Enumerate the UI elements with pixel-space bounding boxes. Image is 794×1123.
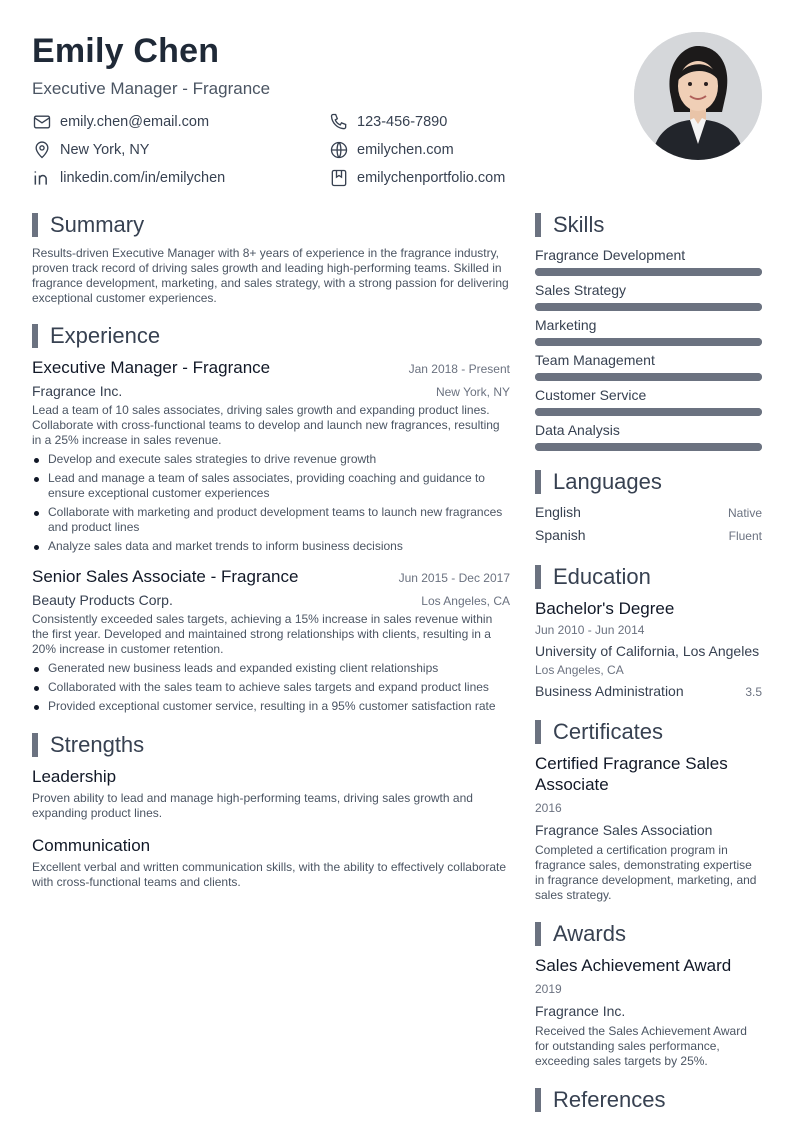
skill-level-bar xyxy=(535,443,762,451)
certificate-year: 2016 xyxy=(535,801,562,815)
job-description: Lead a team of 10 sales associates, driving sales growth and expanding product lines. Collaborate with cross-functional teams to develop and launch new fragrances, resulting in a 25% increase in sales revenue. xyxy=(32,403,500,447)
strength-name: Leadership xyxy=(32,767,117,786)
job-title: Executive Manager - Fragrance xyxy=(32,358,271,377)
list-item: Collaborated with the sales team to achieve sales targets and expand product lines xyxy=(32,680,510,695)
language-item xyxy=(535,503,762,521)
language-item xyxy=(535,526,762,544)
skill-level-fill xyxy=(535,303,762,311)
certificate-name: Certified Fragrance Sales Associate xyxy=(535,754,728,794)
skill-name: Customer Service xyxy=(535,387,647,403)
skill-level-bar xyxy=(535,268,762,276)
summary-text: Results-driven Executive Manager with 8+ years of experience in the fragrance industry, proven track record of driving sales growth and leading high-performing teams. Skilled in fragrance development, marketing, and sales strategy, with a strong passion for delivering exceptional customer experiences. xyxy=(32,246,509,305)
experience-heading xyxy=(32,323,510,349)
summary-heading xyxy=(32,212,510,238)
strength-text: Proven ability to lead and manage high-performing teams, driving sales growth and expanding product lines. xyxy=(32,791,473,820)
skills-list xyxy=(535,246,762,451)
section-bar xyxy=(32,733,38,757)
contact-location xyxy=(32,140,149,160)
right-column xyxy=(535,212,762,1121)
linkedin-icon xyxy=(32,168,52,188)
linkedin-text: linkedin.com/in/emilychen xyxy=(60,170,226,186)
job-location: New York, NY xyxy=(435,385,510,399)
skill-level-fill xyxy=(535,268,762,276)
summary-title: Summary xyxy=(50,212,145,237)
strength-text: Excellent verbal and written communication skills, with the ability to effectively collaborate with cross-functional teams and clients. xyxy=(32,860,506,889)
certificates-heading xyxy=(535,719,762,745)
skill-name: Data Analysis xyxy=(535,422,620,438)
job-location: Los Angeles, CA xyxy=(421,594,510,608)
website-text: emilychen.com xyxy=(357,142,454,158)
location-text: New York, NY xyxy=(60,142,150,158)
job-entry xyxy=(32,566,510,714)
profile-photo xyxy=(634,32,762,160)
skill-name: Fragrance Development xyxy=(535,247,686,263)
list-item: Provided exceptional customer service, resulting in a 95% customer satisfaction rate xyxy=(32,699,510,714)
skill-level-bar xyxy=(535,408,762,416)
contact-phone[interactable] xyxy=(329,112,447,132)
languages-title: Languages xyxy=(553,469,662,494)
skills-title: Skills xyxy=(553,212,605,237)
resume-header xyxy=(32,30,592,100)
language-name: Spanish xyxy=(535,527,586,543)
bookmark-icon xyxy=(329,168,349,188)
skill-level-bar xyxy=(535,303,762,311)
skill-level-bar xyxy=(535,338,762,346)
section-bar xyxy=(32,324,38,348)
job-date: Jun 2015 - Dec 2017 xyxy=(398,571,510,585)
skill-level-fill xyxy=(535,338,762,346)
strengths-title: Strengths xyxy=(50,732,145,757)
contact-website[interactable] xyxy=(329,140,454,160)
section-bar xyxy=(535,213,541,237)
experience-title: Experience xyxy=(50,323,161,348)
list-item: Collaborate with marketing and product development teams to launch new fragrances and product lines xyxy=(32,505,510,535)
skill-level-fill xyxy=(535,408,762,416)
education-heading xyxy=(535,564,762,590)
language-level: Fluent xyxy=(728,529,762,543)
job-entry xyxy=(32,357,510,554)
map-pin-icon xyxy=(32,140,52,160)
candidate-name: Emily Chen xyxy=(32,32,220,70)
section-bar xyxy=(535,720,541,744)
email-text: emily.chen@email.com xyxy=(60,114,210,130)
section-bar xyxy=(535,565,541,589)
education-title: Education xyxy=(553,564,651,589)
job-bullets xyxy=(32,452,510,554)
skill-name: Marketing xyxy=(535,317,597,333)
list-item: Analyze sales data and market trends to inform business decisions xyxy=(32,539,510,554)
education-location: Los Angeles, CA xyxy=(535,663,624,677)
job-company: Fragrance Inc. xyxy=(32,383,123,399)
portfolio-text: emilychenportfolio.com xyxy=(357,170,506,186)
list-item: Generated new business leads and expanded existing client relationships xyxy=(32,661,510,676)
awards-title: Awards xyxy=(553,921,626,946)
mail-icon xyxy=(32,112,52,132)
job-date: Jan 2018 - Present xyxy=(408,362,510,376)
skill-name: Team Management xyxy=(535,352,655,368)
contact-email[interactable] xyxy=(32,112,209,132)
candidate-role: Executive Manager - Fragrance xyxy=(32,79,271,98)
strength-name: Communication xyxy=(32,836,151,855)
certificate-org: Fragrance Sales Association xyxy=(535,822,713,838)
awards-heading xyxy=(535,921,762,947)
award-text: Received the Sales Achievement Award for outstanding sales performance, exceeding sales targets by 25%. xyxy=(535,1024,747,1068)
education-school: University of California, Los Angeles xyxy=(535,643,760,659)
list-item: Lead and manage a team of sales associates, providing coaching and guidance to ensure exceptional customer experiences xyxy=(32,471,510,501)
language-name: English xyxy=(535,504,581,520)
skills-heading xyxy=(535,212,762,238)
contact-portfolio[interactable] xyxy=(329,168,505,188)
job-company: Beauty Products Corp. xyxy=(32,592,173,608)
left-column xyxy=(32,212,510,890)
phone-icon xyxy=(329,112,349,132)
award-name: Sales Achievement Award xyxy=(535,956,732,975)
section-bar xyxy=(535,1088,541,1112)
section-bar xyxy=(32,213,38,237)
languages-heading xyxy=(535,469,762,495)
certificates-title: Certificates xyxy=(553,719,664,744)
phone-text: 123-456-7890 xyxy=(357,114,448,130)
job-bullets xyxy=(32,661,510,714)
award-year: 2019 xyxy=(535,982,562,996)
skill-level-fill xyxy=(535,373,762,381)
skill-name: Sales Strategy xyxy=(535,282,627,298)
education-gpa: 3.5 xyxy=(745,685,762,699)
globe-icon xyxy=(329,140,349,160)
education-degree: Bachelor's Degree xyxy=(535,599,675,618)
section-bar xyxy=(535,922,541,946)
section-bar xyxy=(535,470,541,494)
avatar-illustration xyxy=(634,32,762,160)
education-date: Jun 2010 - Jun 2014 xyxy=(535,623,645,637)
job-description: Consistently exceeded sales targets, achieving a 15% increase in sales revenue within the first year. Developed and maintained strong relationships with clients, resulting in a 20% increase in customer retention. xyxy=(32,612,493,656)
certificate-text: Completed a certification program in fragrance sales, demonstrating expertise in fragrance development, marketing, and sales strategy. xyxy=(535,843,757,902)
job-title: Senior Sales Associate - Fragrance xyxy=(32,567,299,586)
list-item: Develop and execute sales strategies to drive revenue growth xyxy=(32,452,510,467)
strengths-heading xyxy=(32,732,510,758)
skill-level-bar xyxy=(535,373,762,381)
language-level: Native xyxy=(727,506,762,520)
references-title: References xyxy=(553,1087,666,1112)
award-org: Fragrance Inc. xyxy=(535,1003,626,1019)
education-field: Business Administration xyxy=(535,683,684,699)
contact-linkedin[interactable] xyxy=(32,168,225,188)
education-field-row xyxy=(535,683,762,699)
skill-level-fill xyxy=(535,443,762,451)
references-heading xyxy=(535,1087,762,1113)
